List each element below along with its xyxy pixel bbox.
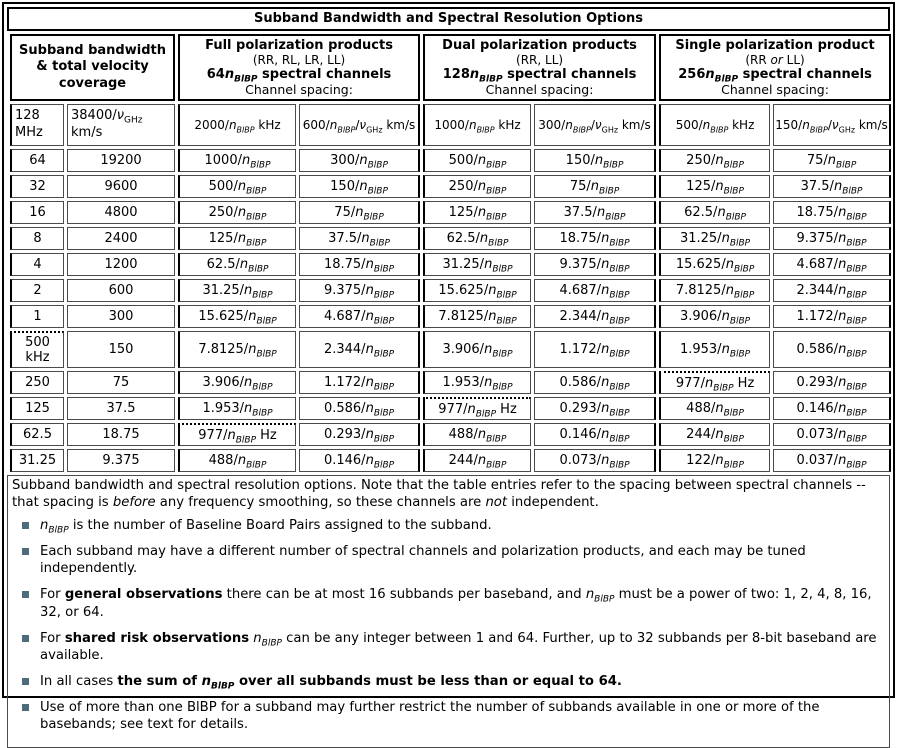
square-bullet-icon bbox=[22, 678, 29, 685]
channel-spacing-cell: $1.953/n_{BlBP}$ bbox=[423, 371, 531, 394]
channel-spacing-cell: $250/n_{BlBP}$ bbox=[659, 149, 770, 172]
channel-spacing-cell: $122/n_{BlBP}$ bbox=[659, 449, 770, 472]
note-text: Each subband may have a different number of spectral channels and polarization products, and each may be tuned independently. bbox=[40, 544, 806, 577]
channel-spacing-cell: $3.906/n_{BlBP}$ bbox=[178, 371, 296, 394]
channel-spacing-cell: $0.586/n_{BlBP}$ bbox=[299, 397, 420, 420]
table-row bbox=[10, 175, 891, 198]
channel-spacing-cell: $1.953/n_{BlBP}$ bbox=[659, 331, 770, 368]
bandwidth-cell: 32 bbox=[10, 175, 64, 198]
channel-spacing-cell: $488/n_{BlBP}$ bbox=[423, 423, 531, 446]
notes-box bbox=[7, 475, 890, 748]
group-title: Full polarization products bbox=[205, 38, 393, 53]
channel-spacing-cell: $1000/n_{BlBP}$ kHz bbox=[423, 104, 531, 146]
velocity-coverage-cell: 4800 bbox=[67, 201, 175, 224]
column-header-full-polarization bbox=[178, 34, 420, 101]
table-row bbox=[10, 253, 891, 276]
channel-spacing-cell: $1.953/n_{BlBP}$ bbox=[178, 397, 296, 420]
channel-spacing-cell: $977/n_{BlBP}$ Hz bbox=[659, 371, 770, 394]
note-item bbox=[22, 673, 884, 690]
group-polarizations: (RR or LL) bbox=[745, 53, 805, 67]
channel-spacing-cell: $0.586/n_{BlBP}$ bbox=[534, 371, 656, 394]
channel-spacing-cell: $4.687/n_{BlBP}$ bbox=[534, 279, 656, 302]
group-channels: $64n_{BlBP}$ spectral channels bbox=[206, 67, 392, 85]
group-spacing-label: Channel spacing: bbox=[721, 82, 829, 97]
group-channels: $256n_{BlBP}$ spectral channels bbox=[678, 67, 872, 85]
bandwidth-cell: 64 bbox=[10, 149, 64, 172]
note-item bbox=[22, 517, 884, 534]
note-item bbox=[22, 543, 884, 577]
channel-spacing-cell: $150/n_{BlBP}$ bbox=[299, 175, 420, 198]
channel-spacing-cell: $977/n_{BlBP}$ Hz bbox=[178, 423, 296, 446]
channel-spacing-cell: $250/n_{BlBP}$ bbox=[423, 175, 531, 198]
bandwidth-cell: 16 bbox=[10, 201, 64, 224]
channel-spacing-cell: $0.073/n_{BlBP}$ bbox=[773, 423, 891, 446]
channel-spacing-cell: $0.037/n_{BlBP}$ bbox=[773, 449, 891, 472]
channel-spacing-cell: $9.375/n_{BlBP}$ bbox=[773, 227, 891, 250]
table-row bbox=[10, 397, 891, 420]
velocity-coverage-cell: 9.375 bbox=[67, 449, 175, 472]
channel-spacing-cell: $18.75/n_{BlBP}$ bbox=[299, 253, 420, 276]
bullet-list bbox=[12, 517, 884, 734]
channel-spacing-cell: $1.172/n_{BlBP}$ bbox=[773, 305, 891, 328]
group-polarizations: (RR, LL) bbox=[516, 53, 564, 67]
channel-spacing-cell: $15.625/n_{BlBP}$ bbox=[178, 305, 296, 328]
group-spacing-label: Channel spacing: bbox=[245, 82, 353, 97]
bandwidth-cell: 31.25 bbox=[10, 449, 64, 472]
channel-spacing-cell: $15.625/n_{BlBP}$ bbox=[659, 253, 770, 276]
channel-spacing-cell: $18.75/n_{BlBP}$ bbox=[534, 227, 656, 250]
channel-spacing-cell: $0.586/n_{BlBP}$ bbox=[773, 331, 891, 368]
note-item bbox=[22, 586, 884, 620]
note-text: Use of more than one BlBP for a subband may further restrict the number of subbands available in one or more of the basebands; see text for details. bbox=[40, 700, 820, 733]
channel-spacing-cell: $9.375/n_{BlBP}$ bbox=[534, 253, 656, 276]
channel-spacing-cell: $4.687/n_{BlBP}$ bbox=[773, 253, 891, 276]
channel-spacing-cell: $250/n_{BlBP}$ bbox=[178, 201, 296, 224]
channel-spacing-cell: $0.146/n_{BlBP}$ bbox=[299, 449, 420, 472]
header-row bbox=[10, 34, 891, 101]
bandwidth-cell: 2 bbox=[10, 279, 64, 302]
square-bullet-icon bbox=[22, 635, 29, 642]
channel-spacing-cell: $0.293/n_{BlBP}$ bbox=[299, 423, 420, 446]
subband-table bbox=[7, 31, 894, 475]
channel-spacing-cell: $300/n_{BlBP}/\nu_{GHz}$ km/s bbox=[534, 104, 656, 146]
channel-spacing-cell: $75/n_{BlBP}$ bbox=[534, 175, 656, 198]
group-title: Single polarization product bbox=[675, 38, 875, 53]
bandwidth-cell: 62.5 bbox=[10, 423, 64, 446]
channel-spacing-cell: $1.172/n_{BlBP}$ bbox=[534, 331, 656, 368]
figure-frame bbox=[2, 2, 895, 733]
square-bullet-icon bbox=[22, 704, 29, 711]
channel-spacing-cell: $125/n_{BlBP}$ bbox=[659, 175, 770, 198]
channel-spacing-cell: $150/n_{BlBP}$ bbox=[534, 149, 656, 172]
channel-spacing-cell: $37.5/n_{BlBP}$ bbox=[534, 201, 656, 224]
channel-spacing-cell: $37.5/n_{BlBP}$ bbox=[299, 227, 420, 250]
channel-spacing-cell: $7.8125/n_{BlBP}$ bbox=[423, 305, 531, 328]
velocity-coverage-cell: 18.75 bbox=[67, 423, 175, 446]
note-item bbox=[22, 630, 884, 664]
column-header-dual-polarization bbox=[423, 34, 656, 101]
velocity-coverage-cell: $38400/\nu_{GHz}$ km/s bbox=[67, 104, 175, 146]
square-bullet-icon bbox=[22, 591, 29, 598]
channel-spacing-cell: $4.687/n_{BlBP}$ bbox=[299, 305, 420, 328]
channel-spacing-cell: $37.5/n_{BlBP}$ bbox=[773, 175, 891, 198]
bandwidth-cell: 125 bbox=[10, 397, 64, 420]
channel-spacing-cell: $62.5/n_{BlBP}$ bbox=[178, 253, 296, 276]
column-header-single-polarization bbox=[659, 34, 891, 101]
channel-spacing-cell: $244/n_{BlBP}$ bbox=[423, 449, 531, 472]
channel-spacing-cell: $3.906/n_{BlBP}$ bbox=[659, 305, 770, 328]
table-row bbox=[10, 149, 891, 172]
channel-spacing-cell: $488/n_{BlBP}$ bbox=[659, 397, 770, 420]
note-text: In all cases the sum of $n_{BlBP}$ over all subbands must be less than or equal to 64. bbox=[40, 674, 622, 692]
channel-spacing-cell: $75/n_{BlBP}$ bbox=[773, 149, 891, 172]
channel-spacing-cell: $977/n_{BlBP}$ Hz bbox=[423, 397, 531, 420]
channel-spacing-cell: $0.293/n_{BlBP}$ bbox=[773, 371, 891, 394]
channel-spacing-cell: $3.906/n_{BlBP}$ bbox=[423, 331, 531, 368]
channel-spacing-cell: $0.073/n_{BlBP}$ bbox=[534, 449, 656, 472]
channel-spacing-cell: $31.25/n_{BlBP}$ bbox=[659, 227, 770, 250]
channel-spacing-cell: $0.146/n_{BlBP}$ bbox=[534, 423, 656, 446]
channel-spacing-cell: $500/n_{BlBP}$ bbox=[178, 175, 296, 198]
note-item bbox=[22, 699, 884, 733]
bandwidth-cell: 8 bbox=[10, 227, 64, 250]
square-bullet-icon bbox=[22, 522, 29, 529]
channel-spacing-cell: $0.146/n_{BlBP}$ bbox=[773, 397, 891, 420]
channel-spacing-cell: $15.625/n_{BlBP}$ bbox=[423, 279, 531, 302]
table-row bbox=[10, 201, 891, 224]
table-row bbox=[10, 371, 891, 394]
group-channels: $128n_{BlBP}$ spectral channels bbox=[442, 67, 637, 85]
channel-spacing-cell: $62.5/n_{BlBP}$ bbox=[423, 227, 531, 250]
bandwidth-cell: 1 bbox=[10, 305, 64, 328]
table-row bbox=[10, 227, 891, 250]
channel-spacing-cell: $500/n_{BlBP}$ bbox=[423, 149, 531, 172]
channel-spacing-cell: $75/n_{BlBP}$ bbox=[299, 201, 420, 224]
table-row bbox=[10, 423, 891, 446]
table-title: Subband Bandwidth and Spectral Resolution Options bbox=[7, 7, 890, 31]
channel-spacing-cell: $2.344/n_{BlBP}$ bbox=[299, 331, 420, 368]
channel-spacing-cell: $488/n_{BlBP}$ bbox=[178, 449, 296, 472]
square-bullet-icon bbox=[22, 548, 29, 555]
channel-spacing-cell: $31.25/n_{BlBP}$ bbox=[178, 279, 296, 302]
velocity-coverage-cell: 2400 bbox=[67, 227, 175, 250]
column-header-bandwidth-velocity: Subband bandwidth & total velocity coverage bbox=[10, 34, 175, 101]
velocity-coverage-cell: 1200 bbox=[67, 253, 175, 276]
channel-spacing-cell: $0.293/n_{BlBP}$ bbox=[534, 397, 656, 420]
velocity-coverage-cell: 37.5 bbox=[67, 397, 175, 420]
channel-spacing-cell: $31.25/n_{BlBP}$ bbox=[423, 253, 531, 276]
velocity-coverage-cell: 300 bbox=[67, 305, 175, 328]
channel-spacing-cell: $2.344/n_{BlBP}$ bbox=[534, 305, 656, 328]
bandwidth-cell: 250 bbox=[10, 371, 64, 394]
channel-spacing-cell: $600/n_{BlBP}/\nu_{GHz}$ km/s bbox=[299, 104, 420, 146]
bandwidth-cell: 500 kHz bbox=[10, 331, 64, 368]
channel-spacing-cell: $7.8125/n_{BlBP}$ bbox=[178, 331, 296, 368]
table-row bbox=[10, 305, 891, 328]
channel-spacing-cell: $125/n_{BlBP}$ bbox=[178, 227, 296, 250]
channel-spacing-cell: $18.75/n_{BlBP}$ bbox=[773, 201, 891, 224]
channel-spacing-cell: $2.344/n_{BlBP}$ bbox=[773, 279, 891, 302]
channel-spacing-cell: $2000/n_{BlBP}$ kHz bbox=[178, 104, 296, 146]
note-text: For shared risk observations $n_{BlBP}$ can be any integer between 1 and 64. Further, up to 32 subbands per 8-bit baseband are available. bbox=[40, 630, 877, 663]
channel-spacing-cell: $244/n_{BlBP}$ bbox=[659, 423, 770, 446]
velocity-coverage-cell: 19200 bbox=[67, 149, 175, 172]
channel-spacing-cell: $300/n_{BlBP}$ bbox=[299, 149, 420, 172]
channel-spacing-cell: $1.172/n_{BlBP}$ bbox=[299, 371, 420, 394]
bandwidth-cell: 128 MHz bbox=[10, 104, 64, 146]
bandwidth-cell: 4 bbox=[10, 253, 64, 276]
channel-spacing-cell: $1000/n_{BlBP}$ bbox=[178, 149, 296, 172]
channel-spacing-cell: $62.5/n_{BlBP}$ bbox=[659, 201, 770, 224]
channel-spacing-cell: $150/n_{BlBP}/\nu_{GHz}$ km/s bbox=[773, 104, 891, 146]
group-spacing-label: Channel spacing: bbox=[485, 82, 594, 97]
channel-spacing-cell: $500/n_{BlBP}$ kHz bbox=[659, 104, 770, 146]
channel-spacing-cell: $125/n_{BlBP}$ bbox=[423, 201, 531, 224]
table-row bbox=[10, 104, 891, 146]
table-row bbox=[10, 279, 891, 302]
note-text: $n_{BlBP}$ is the number of Baseline Board Pairs assigned to the subband. bbox=[40, 518, 492, 536]
channel-spacing-cell: $7.8125/n_{BlBP}$ bbox=[659, 279, 770, 302]
group-polarizations: (RR, RL, LR, LL) bbox=[252, 53, 346, 67]
group-title: Dual polarization products bbox=[442, 38, 637, 53]
table-body bbox=[10, 104, 891, 472]
channel-spacing-cell: $9.375/n_{BlBP}$ bbox=[299, 279, 420, 302]
table-row bbox=[10, 449, 891, 472]
velocity-coverage-cell: 9600 bbox=[67, 175, 175, 198]
table-row bbox=[10, 331, 891, 368]
velocity-coverage-cell: 75 bbox=[67, 371, 175, 394]
note-text: For general observations there can be at most 16 subbands per baseband, and $n_{BlBP}$ must be a power of two: 1, 2, 4, 8, 16, 32, or 64. bbox=[40, 587, 872, 620]
table-caption: Subband bandwidth and spectral resolution options. Note that the table entries refer to the spacing between spectral channels -- that spacing is before any frequency smoothing, so these channels are not independent. bbox=[12, 478, 866, 510]
velocity-coverage-cell: 600 bbox=[67, 279, 175, 302]
velocity-coverage-cell: 150 bbox=[67, 331, 175, 368]
